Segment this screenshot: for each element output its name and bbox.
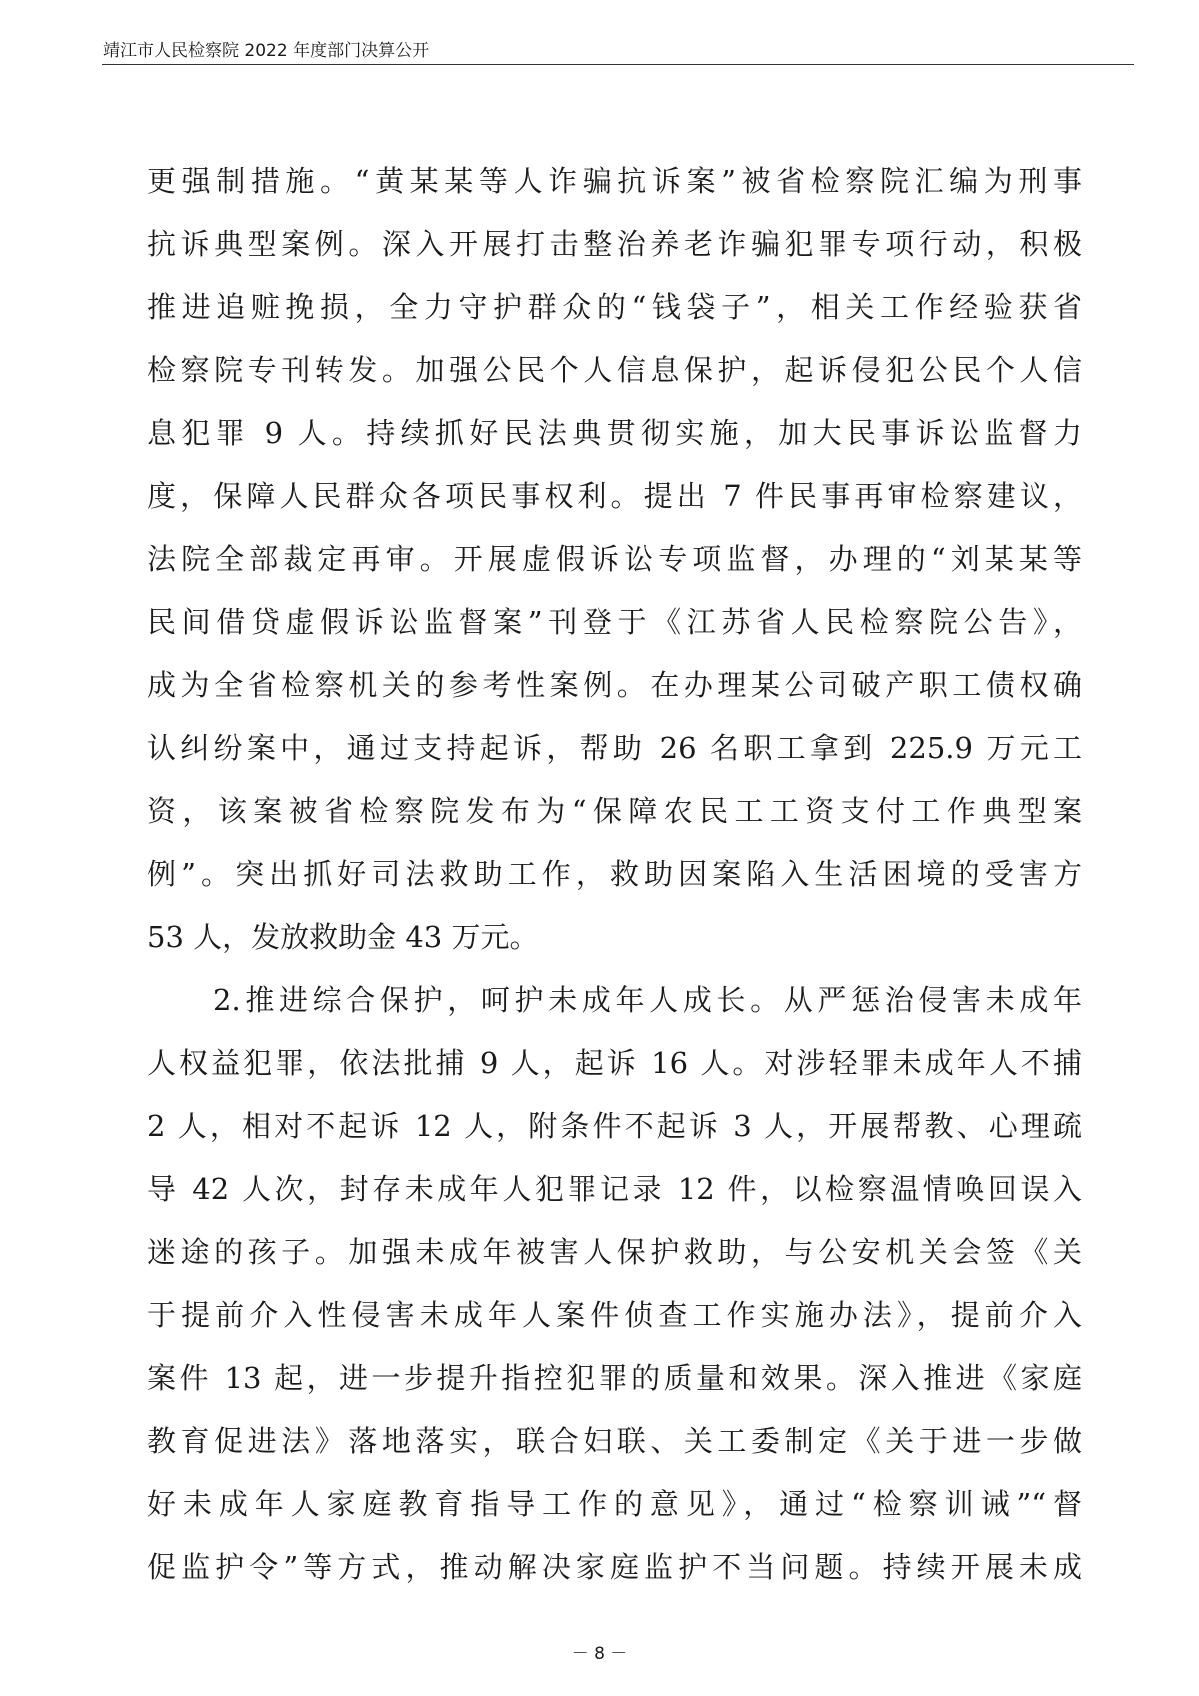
text-line: 案件 13 起，进一步提升指控犯罪的质量和效果。深入推进《家庭 bbox=[147, 1361, 1082, 1395]
text-line: 2 人，相对不起诉 12 人，附条件不起诉 3 人，开展帮教、心理疏 bbox=[147, 1109, 1082, 1143]
text-line: 息犯罪 9 人。持续抓好民法典贯彻实施，加大民事诉讼监督力 bbox=[147, 416, 1082, 450]
text-line: 更强制措施。“黄某某等人诈骗抗诉案”被省检察院汇编为刑事 bbox=[147, 164, 1082, 198]
text-line: 抗诉典型案例。深入开展打击整治养老诈骗犯罪专项行动，积极 bbox=[147, 227, 1082, 261]
paragraph-start-line: 2.推进综合保护，呵护未成年人成长。从严惩治侵害未成年 bbox=[213, 983, 1082, 1017]
text-line: 人权益犯罪，依法批捕 9 人，起诉 16 人。对涉轻罪未成年人不捕 bbox=[147, 1046, 1082, 1080]
text-line: 度，保障人民群众各项民事权利。提出 7 件民事再审检察建议， bbox=[147, 479, 1082, 513]
text-line: 例”。突出抓好司法救助工作，救助因案陷入生活困境的受害方 bbox=[147, 857, 1082, 891]
text-line: 认纠纷案中，通过支持起诉，帮助 26 名职工拿到 225.9 万元工 bbox=[147, 731, 1082, 765]
page-header-title: 靖江市人民检察院 2022 年度部门决算公开 bbox=[103, 41, 430, 61]
text-line: 于提前介入性侵害未成年人案件侦查工作实施办法》，提前介入 bbox=[147, 1298, 1082, 1332]
text-line: 导 42 人次，封存未成年人犯罪记录 12 件，以检察温情唤回误入 bbox=[147, 1172, 1082, 1206]
text-line: 促监护令”等方式，推动解决家庭监护不当问题。持续开展未成 bbox=[147, 1550, 1082, 1584]
text-line: 教育促进法》落地落实，联合妇联、关工委制定《关于进一步做 bbox=[147, 1424, 1082, 1458]
text-line: 法院全部裁定再审。开展虚假诉讼专项监督，办理的“刘某某等 bbox=[147, 542, 1082, 576]
text-line: 民间借贷虚假诉讼监督案”刊登于《江苏省人民检察院公告》， bbox=[147, 605, 1082, 639]
header-divider bbox=[102, 64, 1134, 65]
paragraph-end-line: 53 人，发放救助金 43 万元。 bbox=[147, 920, 539, 954]
text-line: 成为全省检察机关的参考性案例。在办理某公司破产职工债权确 bbox=[147, 668, 1082, 702]
text-line: 资，该案被省检察院发布为“保障农民工工资支付工作典型案 bbox=[147, 794, 1082, 828]
text-line: 推进追赃挽损，全力守护群众的“钱袋子”，相关工作经验获省 bbox=[147, 290, 1082, 324]
text-line: 迷途的孩子。加强未成年被害人保护救助，与公安机关会签《关 bbox=[147, 1235, 1082, 1269]
text-line: 好未成年人家庭教育指导工作的意见》，通过“检察训诫”“督 bbox=[147, 1487, 1082, 1521]
text-line: 检察院专刊转发。加强公民个人信息保护，起诉侵犯公民个人信 bbox=[147, 353, 1082, 387]
page-number: － 8 － bbox=[571, 1644, 628, 1664]
body-text bbox=[147, 150, 1082, 1599]
